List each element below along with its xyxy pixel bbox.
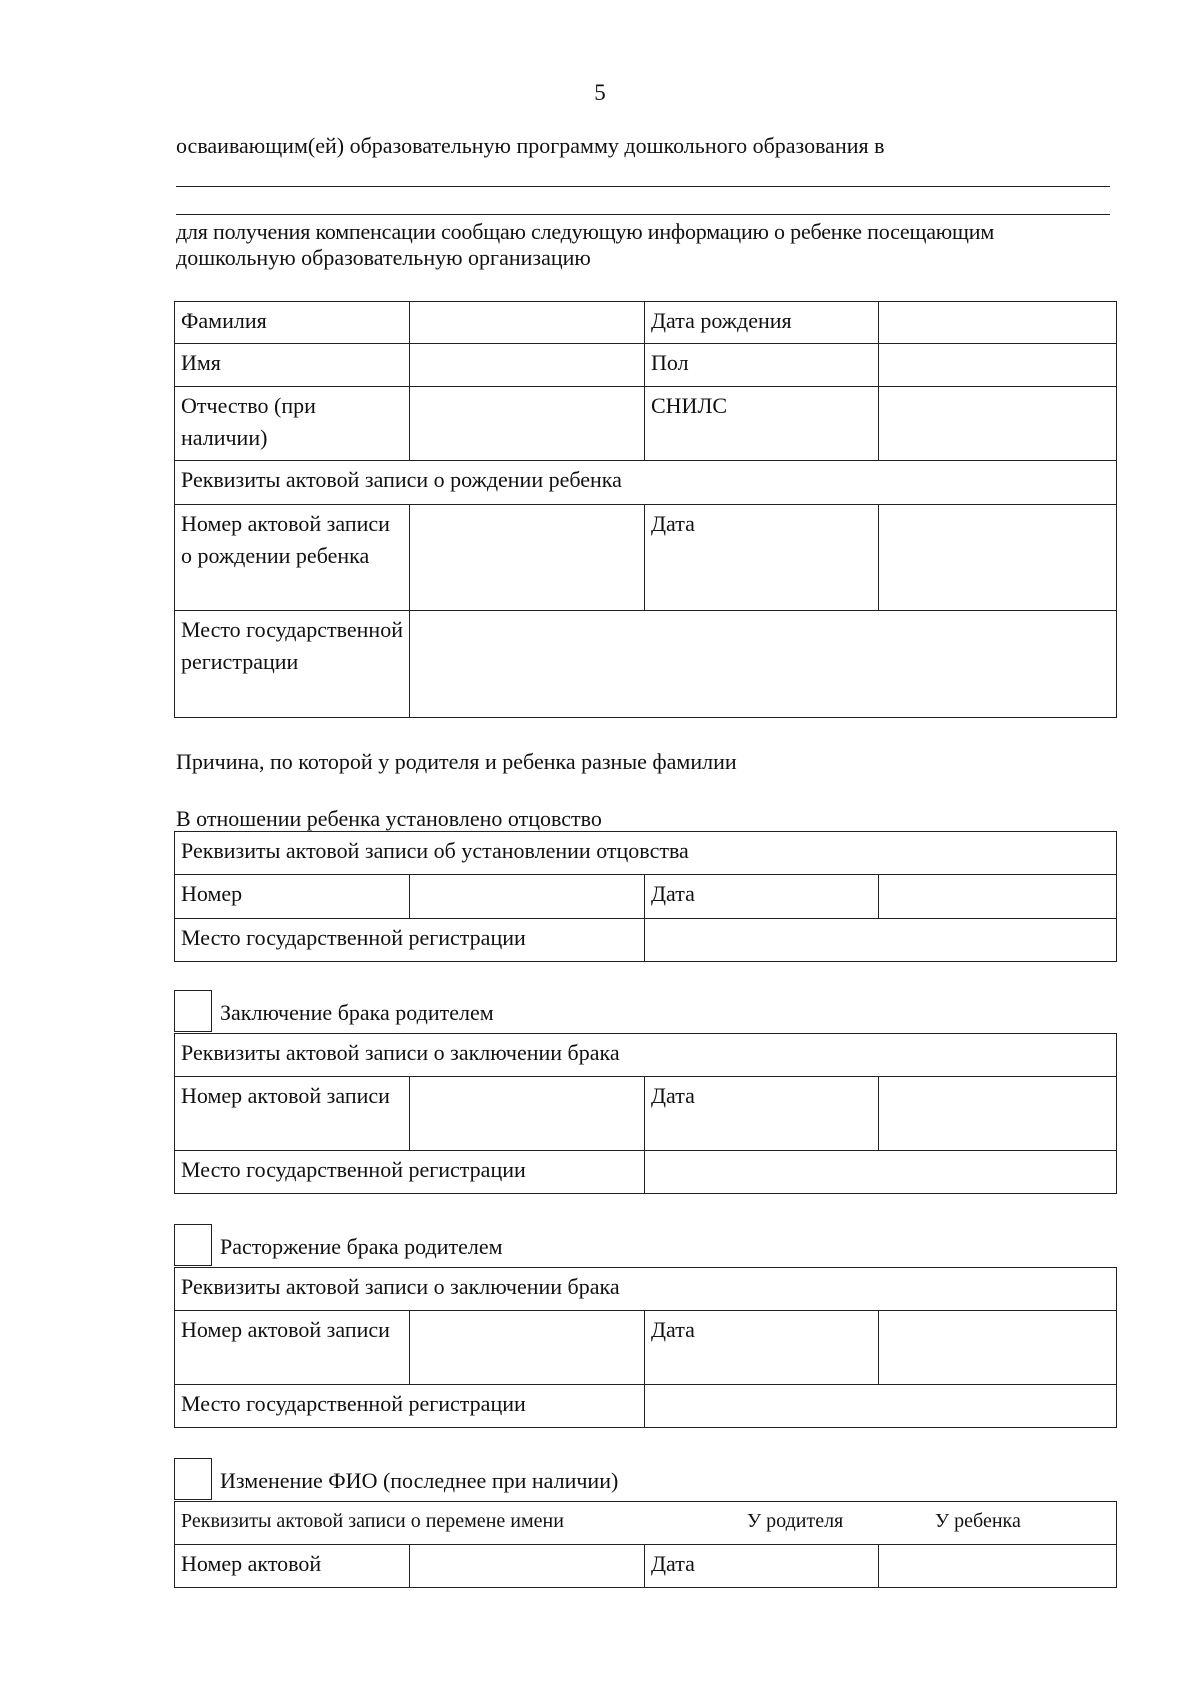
- intro-line-3: дошкольную образовательную организацию: [176, 245, 591, 270]
- paternity-table: [174, 831, 1117, 962]
- patronymic-label: Отчество (при наличии): [175, 387, 410, 461]
- fill-line-2[interactable]: [176, 214, 1110, 215]
- name-change-checkbox-label: Изменение ФИО (последнее при наличии): [220, 1468, 619, 1493]
- marriage-place-field[interactable]: [645, 1151, 1117, 1194]
- paternity-date-field[interactable]: [879, 875, 1117, 919]
- name-change-number-field[interactable]: [410, 1545, 645, 1588]
- surname-label: Фамилия: [175, 302, 410, 344]
- name-field[interactable]: [410, 344, 645, 387]
- marriage-date-field[interactable]: [879, 1077, 1117, 1151]
- snils-label: СНИЛС: [645, 387, 879, 461]
- intro-line-2: для получения компенсации сообщаю следующую информацию о ребенке посещающим: [176, 219, 995, 244]
- birth-date-label: Дата рождения: [645, 302, 879, 344]
- marriage-number-field[interactable]: [410, 1077, 645, 1151]
- divorce-number-label: Номер актовой записи: [175, 1311, 410, 1385]
- paternity-number-field[interactable]: [410, 875, 645, 919]
- divorce-place-field[interactable]: [645, 1385, 1117, 1428]
- paternity-number-label: Номер: [175, 875, 410, 919]
- name-change-number-label: Номер актовой: [175, 1545, 410, 1588]
- paternity-date-label: Дата: [645, 875, 879, 919]
- birth-record-date-field[interactable]: [879, 505, 1117, 611]
- name-change-header: Реквизиты актовой записи о перемене имени: [181, 1510, 564, 1532]
- divorce-table: [174, 1267, 1117, 1428]
- birth-record-date-label: Дата: [645, 505, 879, 611]
- registration-place-label: Место государственной регистрации: [175, 611, 410, 718]
- marriage-header: Реквизиты актовой записи о заключении брака: [175, 1034, 1117, 1077]
- divorce-place-label: Место государственной регистрации: [175, 1385, 645, 1428]
- birth-date-field[interactable]: [879, 302, 1117, 344]
- paternity-header: Реквизиты актовой записи об установлении отцовства: [175, 832, 1117, 875]
- paternity-place-label: Место государственной регистрации: [175, 919, 645, 962]
- marriage-number-label: Номер актовой записи: [175, 1077, 410, 1151]
- registration-place-field[interactable]: [410, 611, 1117, 718]
- divorce-date-label: Дата: [645, 1311, 879, 1385]
- name-change-date-label: Дата: [645, 1545, 879, 1588]
- reason-text: Причина, по которой у родителя и ребенка разные фамилии: [176, 749, 737, 774]
- name-change-checkbox[interactable]: [174, 1458, 212, 1500]
- patronymic-field[interactable]: [410, 387, 645, 461]
- birth-record-number-field[interactable]: [410, 505, 645, 611]
- marriage-checkbox-label: Заключение брака родителем: [220, 1000, 494, 1025]
- sex-field[interactable]: [879, 344, 1117, 387]
- marriage-place-label: Место государственной регистрации: [175, 1151, 645, 1194]
- birth-record-number-label: Номер актовой записи о рождении ребенка: [175, 505, 410, 611]
- page-number: 5: [594, 80, 606, 105]
- divorce-checkbox-label: Расторжение брака родителем: [220, 1234, 503, 1259]
- paternity-place-field[interactable]: [645, 919, 1117, 962]
- child-label: У ребенка: [935, 1510, 1021, 1532]
- marriage-checkbox[interactable]: [174, 990, 212, 1032]
- divorce-number-field[interactable]: [410, 1311, 645, 1385]
- intro-line-1: осваивающим(ей) образовательную программу дошкольного образования в: [176, 133, 885, 158]
- name-change-date-field[interactable]: [879, 1545, 1117, 1588]
- name-change-table: [174, 1501, 1117, 1588]
- marriage-table: [174, 1033, 1117, 1194]
- birth-record-header: Реквизиты актовой записи о рождении ребенка: [175, 461, 1117, 505]
- parent-label: У родителя: [747, 1510, 844, 1532]
- divorce-header: Реквизиты актовой записи о заключении брака: [175, 1268, 1117, 1311]
- marriage-date-label: Дата: [645, 1077, 879, 1151]
- paternity-title: В отношении ребенка установлено отцовство: [176, 806, 602, 831]
- sex-label: Пол: [645, 344, 879, 387]
- surname-field[interactable]: [410, 302, 645, 344]
- divorce-checkbox[interactable]: [174, 1224, 212, 1266]
- child-info-table: [174, 301, 1117, 718]
- fill-line-1[interactable]: [176, 186, 1110, 187]
- snils-field[interactable]: [879, 387, 1117, 461]
- divorce-date-field[interactable]: [879, 1311, 1117, 1385]
- name-label: Имя: [175, 344, 410, 387]
- name-change-header-row: [175, 1502, 1117, 1545]
